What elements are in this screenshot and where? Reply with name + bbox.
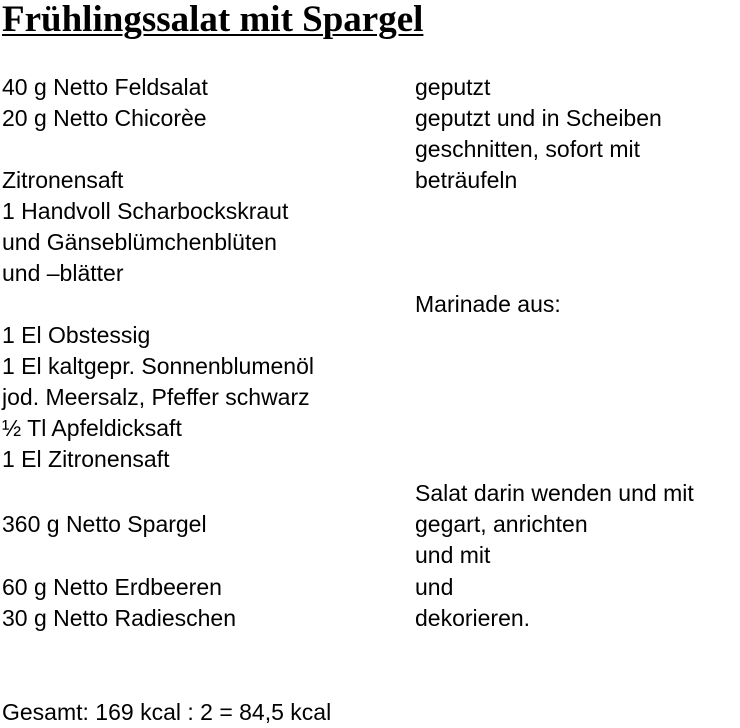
ingredient-radieschen: 30 g Netto Radieschen <box>2 605 236 631</box>
ingredient-spargel: 360 g Netto Spargel <box>2 511 207 537</box>
instruction-line: beträufeln <box>415 167 518 193</box>
recipe-title: Frühlingssalat mit Spargel <box>2 0 424 40</box>
ingredient-gaensebluemchen: und Gänseblümchenblüten <box>2 229 277 255</box>
instruction-line: und mit <box>415 542 491 568</box>
instruction-line: Salat darin wenden und mit <box>415 480 694 506</box>
instruction-line: dekorieren. <box>415 605 531 631</box>
instruction-line: Marinade aus: <box>415 291 561 317</box>
ingredient-obstessig: 1 El Obstessig <box>2 322 151 348</box>
ingredient-chicoree: 20 g Netto Chicorèe <box>2 105 207 131</box>
ingredient-feldsalat: 40 g Netto Feldsalat <box>2 74 208 100</box>
ingredient-sonnenblumenoel: 1 El kaltgepr. Sonnenblumenöl <box>2 353 314 379</box>
ingredient-erdbeeren: 60 g Netto Erdbeeren <box>2 574 222 600</box>
ingredient-blaetter: und –blätter <box>2 260 124 286</box>
instruction-line: geputzt <box>415 74 491 100</box>
ingredient-zitronensaft-2: 1 El Zitronensaft <box>2 446 170 472</box>
instruction-line: und <box>415 574 454 600</box>
instruction-line: geschnitten, sofort mit <box>415 136 640 162</box>
ingredient-apfeldicksaft: ½ Tl Apfeldicksaft <box>2 415 182 441</box>
instruction-line: gegart, anrichten <box>415 511 588 537</box>
calorie-total: Gesamt: 169 kcal : 2 = 84,5 kcal <box>2 699 332 725</box>
ingredient-zitronensaft: Zitronensaft <box>2 167 124 193</box>
instruction-line: geputzt und in Scheiben <box>415 105 662 131</box>
ingredient-salz-pfeffer: jod. Meersalz, Pfeffer schwarz <box>2 384 310 410</box>
ingredient-scharbockskraut: 1 Handvoll Scharbockskraut <box>2 198 289 224</box>
